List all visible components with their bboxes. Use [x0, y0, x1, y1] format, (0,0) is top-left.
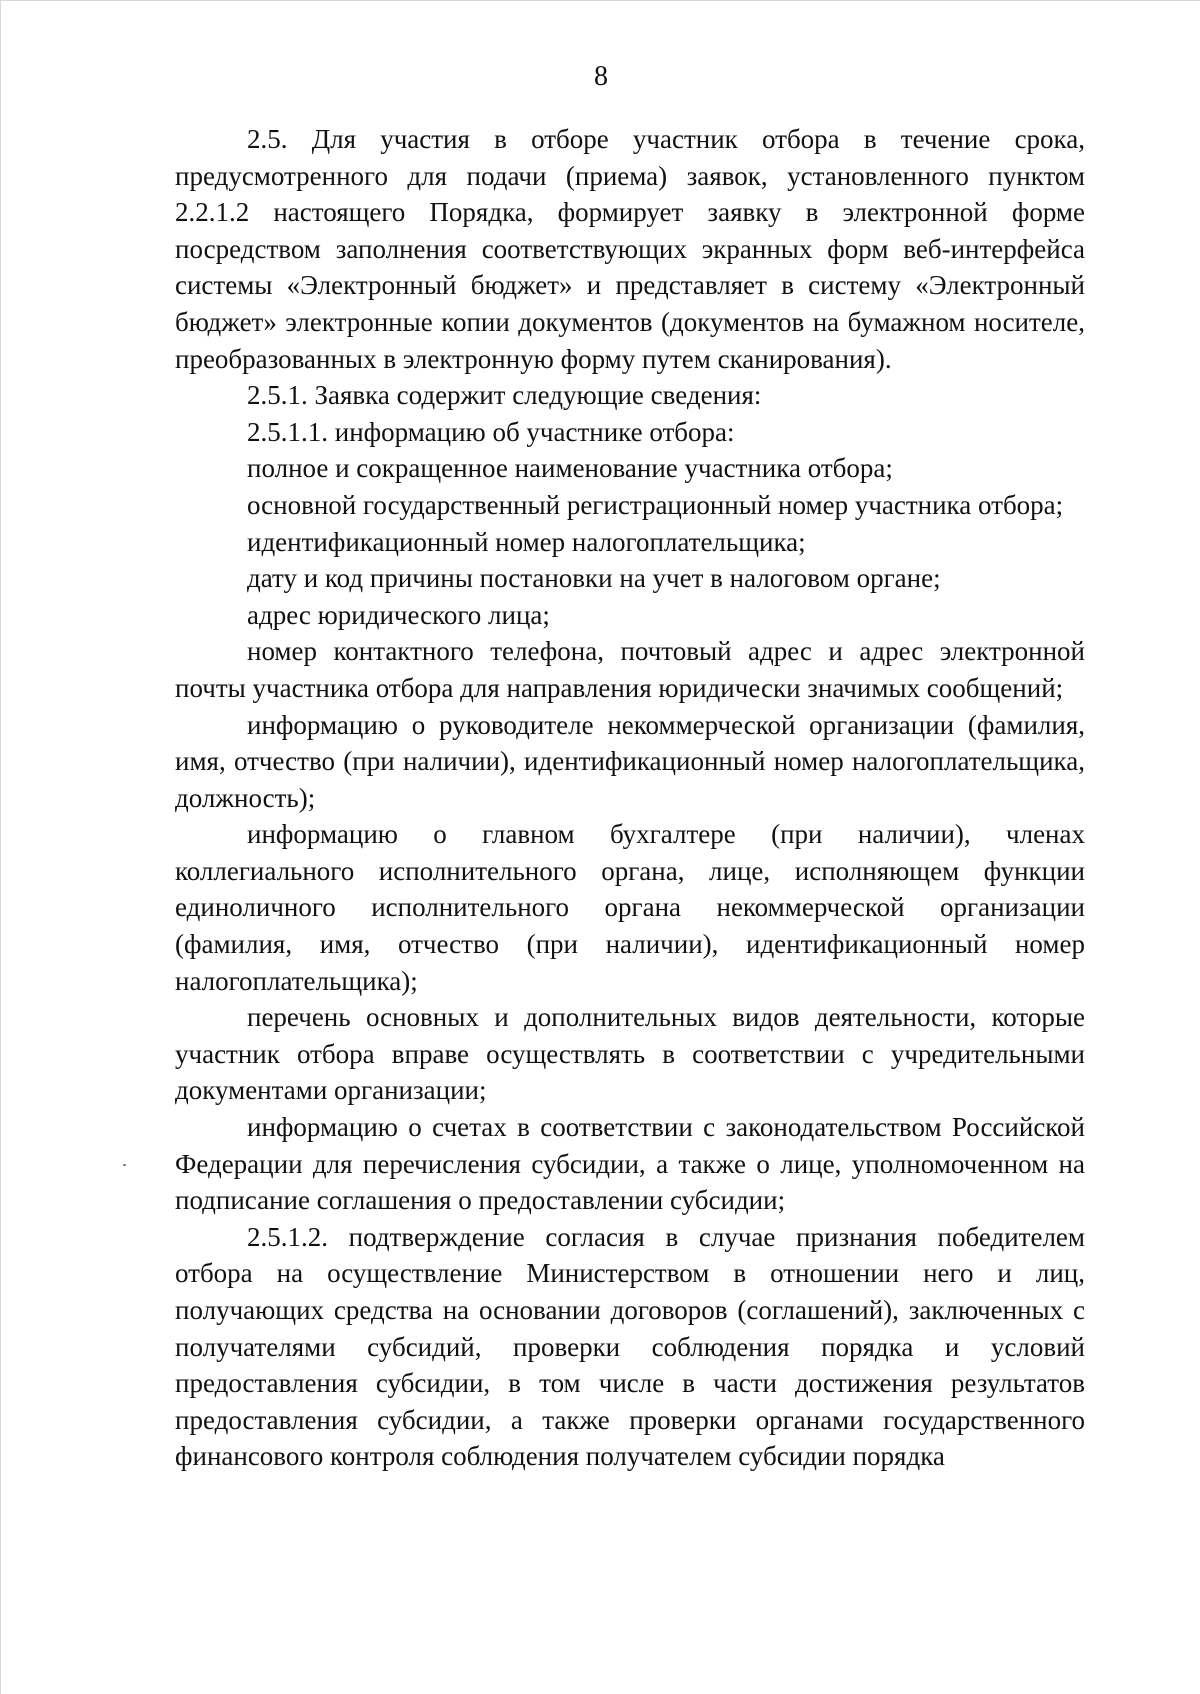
- list-item-registration-date: дату и код причины постановки на учет в налоговом органе;: [247, 563, 941, 594]
- paragraph-2-5-1-1: 2.5.1.1. информацию об участнике отбора:: [247, 416, 735, 447]
- page-number: 8: [594, 61, 608, 92]
- list-item-inn: идентификационный номер налогоплательщика;: [247, 526, 806, 557]
- paragraph-2-5-1-2: 2.5.1.2. подтверждение согласия в случае признания победителем отбора на осуществление Министерством в отношении него и лиц, получающих средства на основании договоров (соглашений), заключенных с получателями субсидий, проверки соблюдения порядка и условий предоставления субсидии, в том числе в части достижения результатов предоставления субсидии, а также проверки органами государственного финансового контроля соблюдения получателем субсидии порядка: [175, 1221, 1085, 1472]
- list-item-director: информацию о руководителе некоммерческой организации (фамилия, имя, отчество (при наличии), идентификационный номер налогоплательщика, должность);: [175, 709, 1085, 813]
- list-item-ogrn: основной государственный регистрационный номер участника отбора;: [247, 489, 1064, 520]
- list-item-accounts: информацию о счетах в соответствии с законодательством Российской Федерации для перечисления субсидии, а также о лице, уполномоченном на подписание соглашения о предоставлении субсидии;: [175, 1112, 1085, 1216]
- list-item-contacts: номер контактного телефона, почтовый адрес и адрес электронной почты участника отбора для направления юридически значимых сообщений;: [175, 636, 1085, 703]
- document-body: [175, 121, 1085, 1475]
- list-item-chief-accountant: информацию о главном бухгалтере (при наличии), членах коллегиального исполнительного органа, лице, исполняющем функции единоличного исполнительного органа некоммерческой организации (фамилия, имя, отчество (при наличии), идентификационный номер налогоплательщика);: [175, 819, 1085, 996]
- paragraph-2-5: 2.5. Для участия в отборе участник отбора в течение срока, предусмотренного для подачи (приема) заявок, установленного пунктом 2.2.1.2 настоящего Порядка, формирует заявку в электронной форме посредством заполнения соответствующих экранных форм веб-интерфейса системы «Электронный бюджет» и представляет в систему «Электронный бюджет» электронные копии документов (документов на бумажном носителе, преобразованных в электронную форму путем сканирования).: [175, 124, 1085, 374]
- list-item-activities: перечень основных и дополнительных видов деятельности, которые участник отбора вправе осуществлять в соответствии с учредительными документами организации;: [175, 1002, 1085, 1106]
- list-item-name: полное и сокращенное наименование участника отбора;: [247, 453, 893, 484]
- scan-speck: [123, 1164, 126, 1166]
- paragraph-2-5-1: 2.5.1. Заявка содержит следующие сведения:: [247, 380, 762, 411]
- list-item-legal-address: адрес юридического лица;: [247, 599, 550, 630]
